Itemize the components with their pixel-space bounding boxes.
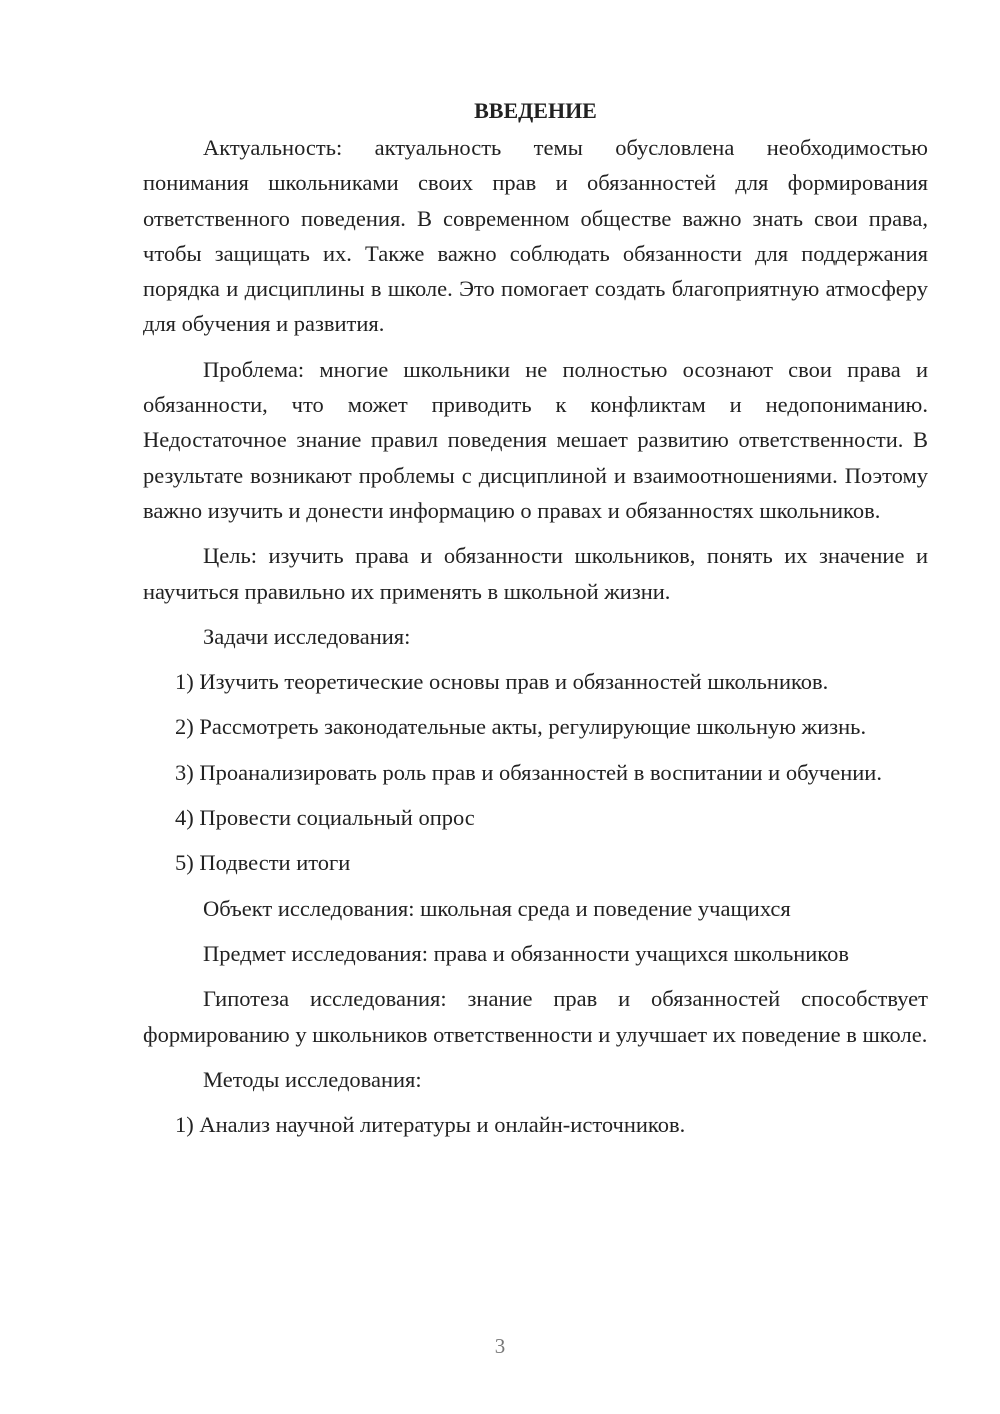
page-number: 3	[494, 1334, 506, 1358]
section-title: ВВЕДЕНИЕ	[474, 98, 597, 123]
methods-heading: Методы исследования:	[203, 1066, 422, 1092]
paragraph-problem: Проблема: многие школьники не полностью осознают свои права и обязанности, что может приводить к конфликтам и недопониманию. Недостаточное знание правил поведения мешает развитию ответственности. В результате возникают проблемы с дисциплиной и взаимоотношениями. Поэтому важно изучить и донести информацию о правах и обязанностях школьников.	[143, 356, 928, 523]
task-item-4: 4) Провести социальный опрос	[175, 805, 475, 831]
tasks-heading: Задачи исследования:	[203, 623, 411, 649]
page-content	[143, 93, 928, 1152]
task-item-5: 5) Подвести итоги	[175, 850, 351, 876]
method-item-1: 1) Анализ научной литературы и онлайн-источников.	[175, 1112, 686, 1138]
research-hypothesis: Гипотеза исследования: знание прав и обязанностей способствует формированию у школьников ответственности и улучшает их поведение в школе.	[143, 986, 928, 1047]
research-subject: Предмет исследования: права и обязанности учащихся школьников	[203, 940, 849, 966]
task-item-3: 3) Проанализировать роль прав и обязанностей в воспитании и обучении.	[175, 759, 882, 785]
task-item-2: 2) Рассмотреть законодательные акты, регулирующие школьную жизнь.	[175, 714, 867, 740]
task-item-1: 1) Изучить теоретические основы прав и обязанностей школьников.	[175, 669, 829, 695]
paragraph-relevance: Актуальность: актуальность темы обусловлена необходимостью понимания школьниками своих прав и обязанностей для формирования ответственного поведения. В современном обществе важно знать свои права, чтобы защищать их. Также важно соблюдать обязанности для поддержания порядка и дисциплины в школе. Это помогает создать благоприятную атмосферу для обучения и развития.	[143, 135, 928, 337]
paragraph-goal: Цель: изучить права и обязанности школьников, понять их значение и научиться правильно их применять в школьной жизни.	[143, 543, 928, 604]
research-object: Объект исследования: школьная среда и поведение учащихся	[203, 895, 791, 921]
